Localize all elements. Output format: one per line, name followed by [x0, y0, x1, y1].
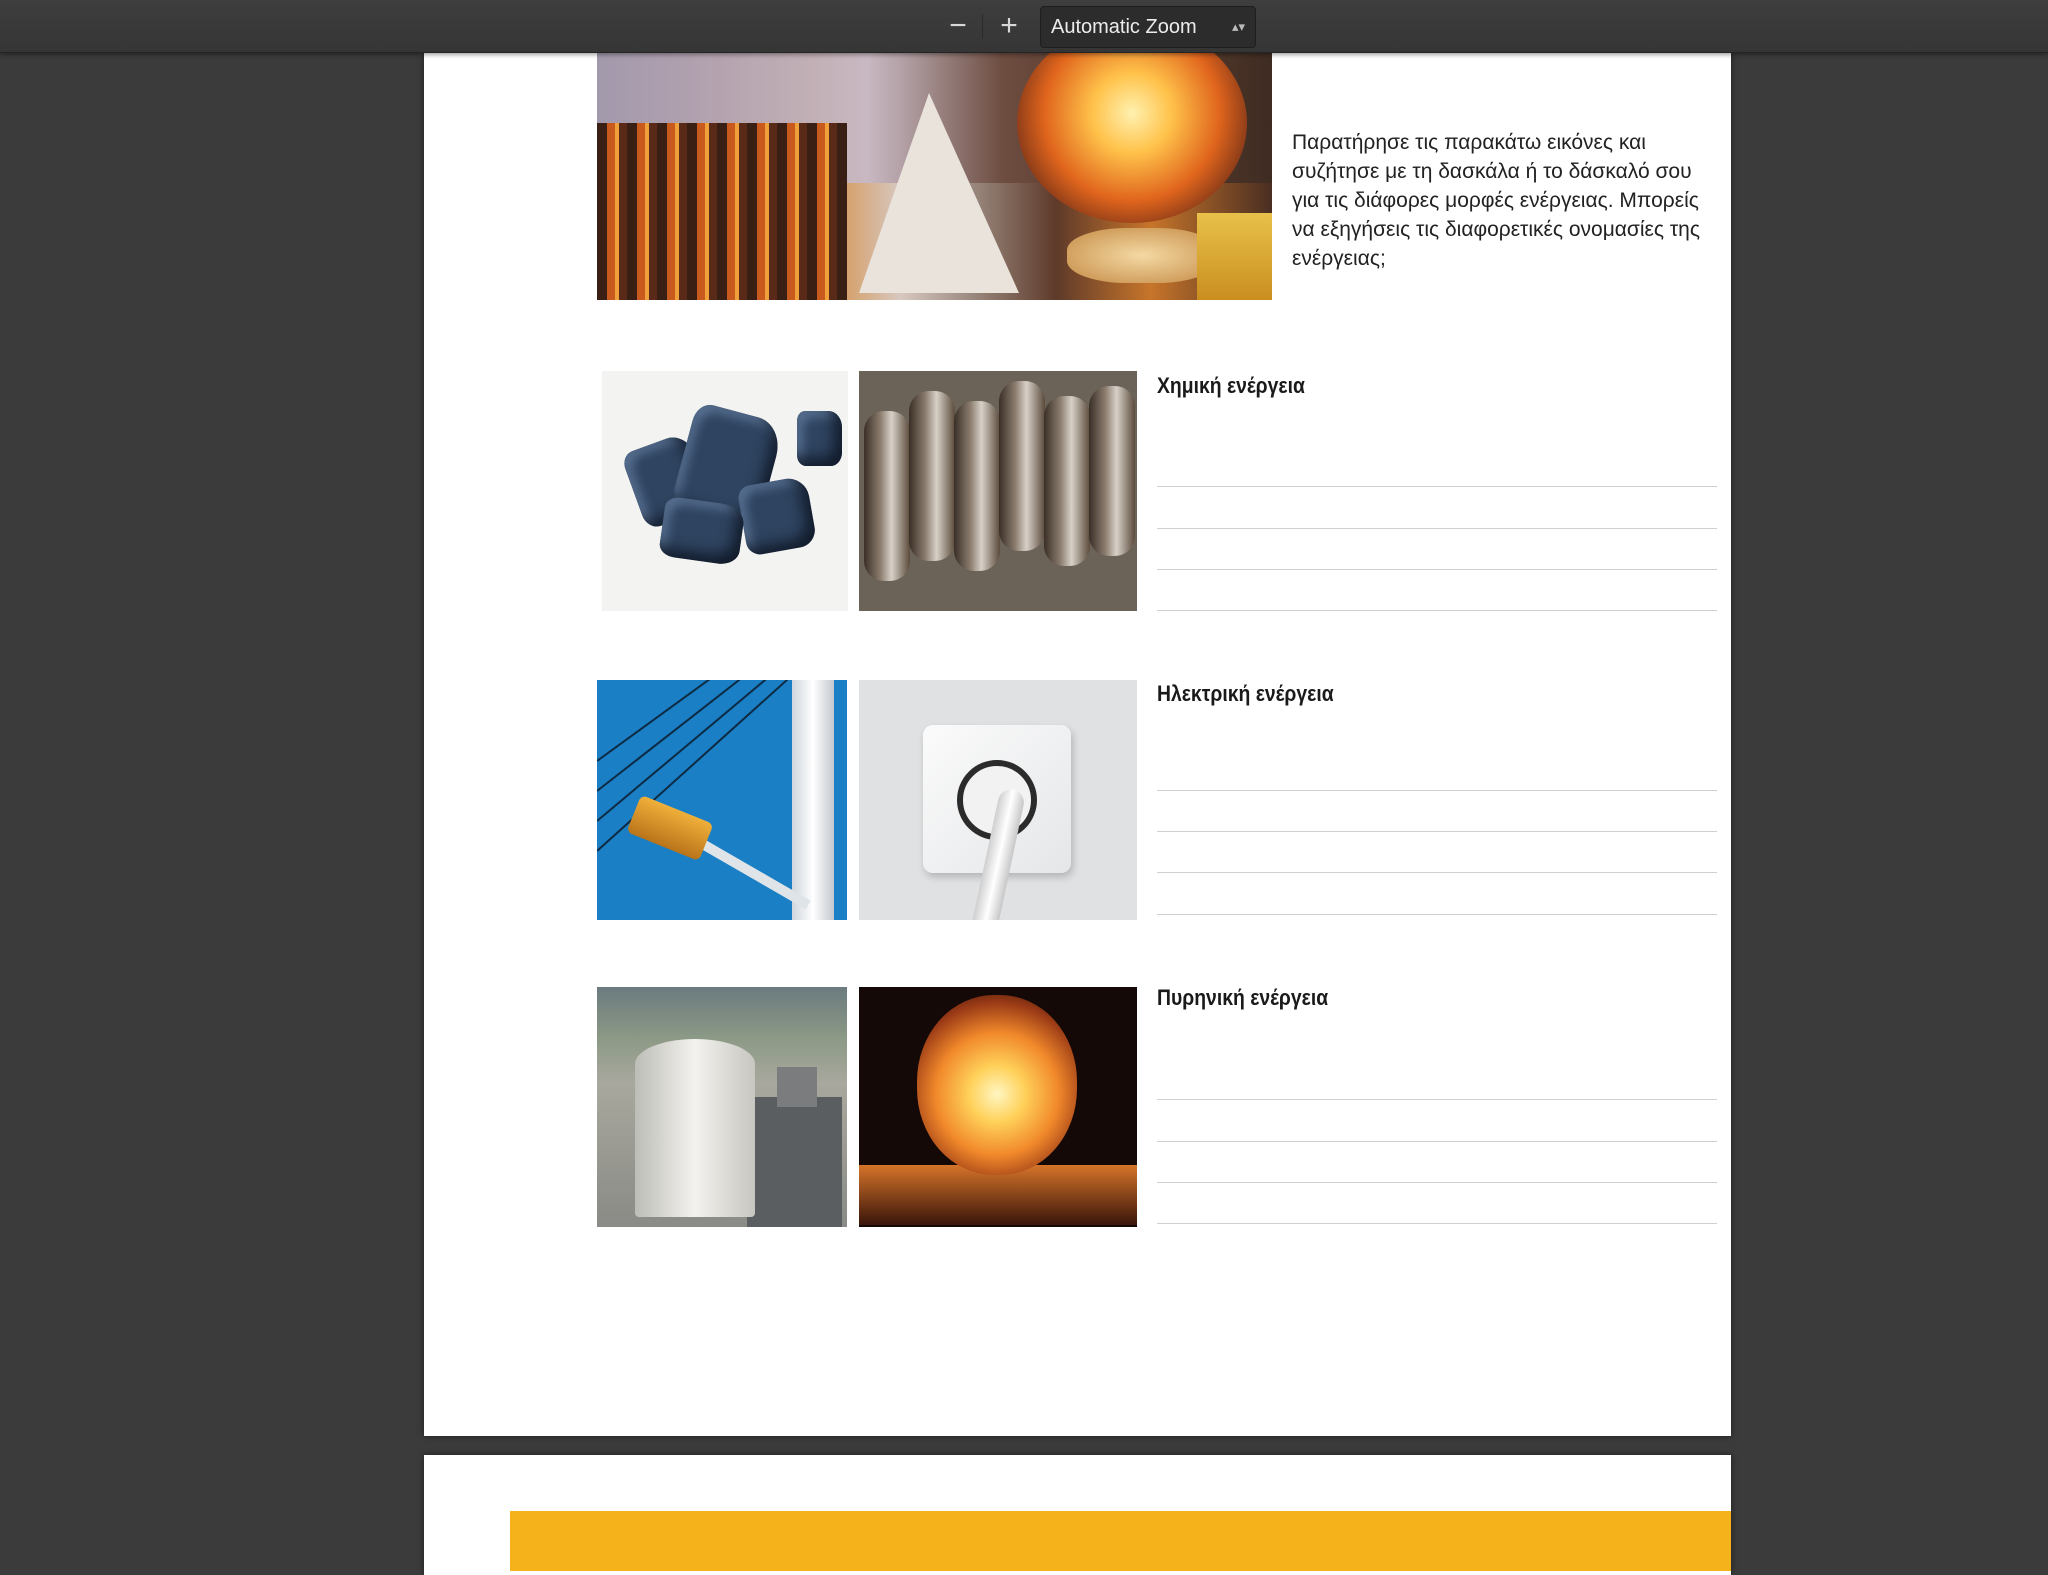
answer-line [1157, 790, 1717, 791]
coal-image [602, 371, 848, 611]
intro-paragraph: Παρατήρησε τις παρακάτω εικόνες και συζήτησε με τη δασκάλα ή το δάσκαλό σου για τις διάφορες μορφές ενέργειας. Μπορείς να εξηγήσεις τις διαφορετικές ονομασίες της ενέργειας; [1292, 131, 1700, 270]
page-header-band [510, 1511, 1731, 1571]
zoom-select[interactable] [1040, 6, 1256, 48]
answer-line [1157, 914, 1717, 915]
answer-line [1157, 610, 1717, 611]
answer-line [1157, 1099, 1717, 1100]
zoom-out-button[interactable]: − [949, 9, 967, 42]
power-lines-street-lamp-image [597, 680, 847, 920]
zoom-in-button[interactable]: + [1000, 9, 1018, 42]
section-heading-nuclear: Πυρηνική ενέργεια [1157, 985, 1329, 1010]
answer-line [1157, 528, 1717, 529]
section-heading-electrical: Ηλεκτρική ενέργεια [1157, 681, 1334, 706]
toolbar-separator [982, 14, 983, 38]
answer-line [1157, 872, 1717, 873]
chevron-updown-icon: ▴▾ [1231, 19, 1245, 34]
nuclear-plant-image [597, 987, 847, 1227]
zoom-select-value: Automatic Zoom [1051, 16, 1197, 38]
nuclear-explosion-image [859, 987, 1137, 1227]
answer-line [1157, 831, 1717, 832]
pdf-viewer-toolbar [0, 0, 2048, 53]
pdf-page [424, 53, 1731, 1436]
oil-barrels-image [859, 371, 1137, 611]
answer-line [1157, 486, 1717, 487]
answer-line [1157, 1223, 1717, 1224]
wall-socket-plug-image [859, 680, 1137, 920]
pdf-page-next [424, 1455, 1731, 1575]
answer-line [1157, 1182, 1717, 1183]
section-heading-chemical: Χημική ενέργεια [1157, 373, 1305, 398]
answer-line [1157, 1141, 1717, 1142]
energy-forms-collage-image [597, 53, 1272, 300]
answer-line [1157, 569, 1717, 570]
